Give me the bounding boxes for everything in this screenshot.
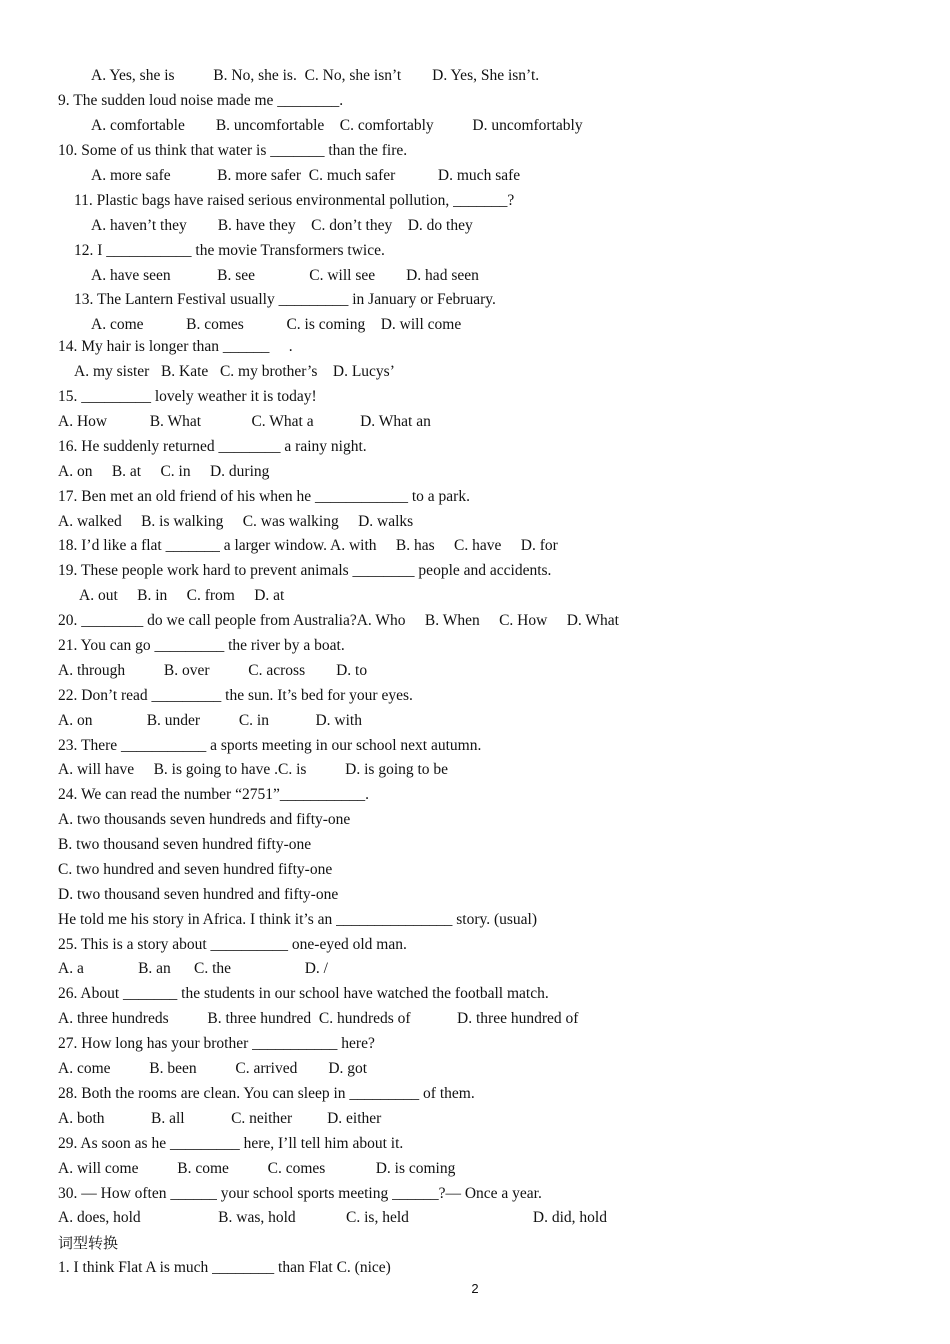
q12-options: A. have seen B. see C. will see D. had seen <box>91 267 479 284</box>
q26-question: 26. About _______ the students in our school have watched the football match. <box>58 985 549 1002</box>
q29-question: 29. As soon as he _________ here, I’ll tell him about it. <box>58 1135 404 1152</box>
q27-question: 27. How long has your brother ___________ here? <box>58 1035 375 1052</box>
q24-option-a: A. two thousands seven hundreds and fifty-one <box>58 811 351 828</box>
q13-options: A. come B. comes C. is coming D. will come <box>91 316 462 333</box>
q8-options: A. Yes, she is B. No, she is. C. No, she isn’t D. Yes, She isn’t. <box>91 67 540 84</box>
q23-question: 23. There ___________ a sports meeting in our school next autumn. <box>58 737 482 754</box>
q24-option-d: D. two thousand seven hundred and fifty-one <box>58 886 339 903</box>
word-form-sentence: He told me his story in Africa. I think it’s an _______________ story. (usual) <box>58 911 538 928</box>
q26-options: A. three hundreds B. three hundred C. hundreds of D. three hundred of <box>58 1010 579 1027</box>
q22-options: A. on B. under C. in D. with <box>58 712 362 729</box>
q11-question: 11. Plastic bags have raised serious environmental pollution, _______? <box>74 192 515 209</box>
q11-options: A. haven’t they B. have they C. don’t they D. do they <box>91 217 473 234</box>
q27-options: A. come B. been C. arrived D. got <box>58 1060 368 1077</box>
q16-question: 16. He suddenly returned ________ a rainy night. <box>58 438 367 455</box>
q24-question: 24. We can read the number “2751”___________. <box>58 786 369 803</box>
q29-options: A. will come B. come C. comes D. is coming <box>58 1160 456 1177</box>
q25-question: 25. This is a story about __________ one-eyed old man. <box>58 936 407 953</box>
q10-options: A. more safe B. more safer C. much safer D. much safe <box>91 167 521 184</box>
q28-options: A. both B. all C. neither D. either <box>58 1110 382 1127</box>
q21-question: 21. You can go _________ the river by a boat. <box>58 637 345 654</box>
q24-option-c: C. two hundred and seven hundred fifty-one <box>58 861 333 878</box>
q9-question: 9. The sudden loud noise made me ________. <box>58 92 344 109</box>
q17-options: A. walked B. is walking C. was walking D. walks <box>58 513 414 530</box>
q18-question: 18. I’d like a flat _______ a larger window. A. with B. has C. have D. for <box>58 537 558 554</box>
q10-question: 10. Some of us think that water is _______ than the fire. <box>58 142 408 159</box>
q23-options: A. will have B. is going to have .C. is D. is going to be <box>58 761 449 778</box>
q25-options: A. a B. an C. the D. / <box>58 960 328 977</box>
q15-question: 15. _________ lovely weather it is today! <box>58 388 317 405</box>
q20-question: 20. ________ do we call people from Australia?A. Who B. When C. How D. What <box>58 612 619 629</box>
q24-option-b: B. two thousand seven hundred fifty-one <box>58 836 312 853</box>
q16-options: A. on B. at C. in D. during <box>58 463 270 480</box>
q21-options: A. through B. over C. across D. to <box>58 662 368 679</box>
q19-question: 19. These people work hard to prevent animals ________ people and accidents. <box>58 562 552 579</box>
q12-question: 12. I ___________ the movie Transformers twice. <box>74 242 385 259</box>
page-number: 2 <box>471 1281 479 1296</box>
q22-question: 22. Don’t read _________ the sun. It’s bed for your eyes. <box>58 687 413 704</box>
q13-question: 13. The Lantern Festival usually _________ in January or February. <box>74 291 496 308</box>
q28-question: 28. Both the rooms are clean. You can sleep in _________ of them. <box>58 1085 475 1102</box>
q19-options: A. out B. in C. from D. at <box>79 587 285 604</box>
section-heading: 词型转换 <box>58 1234 119 1252</box>
word-form-q1: 1. I think Flat A is much ________ than Flat C. (nice) <box>58 1259 391 1276</box>
q9-options: A. comfortable B. uncomfortable C. comfortably D. uncomfortably <box>91 117 583 134</box>
q30-options: A. does, hold B. was, hold C. is, held D. did, hold <box>58 1209 607 1226</box>
q30-question: 30. — How often ______ your school sports meeting ______?— Once a year. <box>58 1185 542 1202</box>
q14-question: 14. My hair is longer than ______ . <box>58 338 293 355</box>
q15-options: A. How B. What C. What a D. What an <box>58 413 431 430</box>
q14-options: A. my sister B. Kate C. my brother’s D. Lucys’ <box>74 363 395 380</box>
q17-question: 17. Ben met an old friend of his when he ____________ to a park. <box>58 488 470 505</box>
